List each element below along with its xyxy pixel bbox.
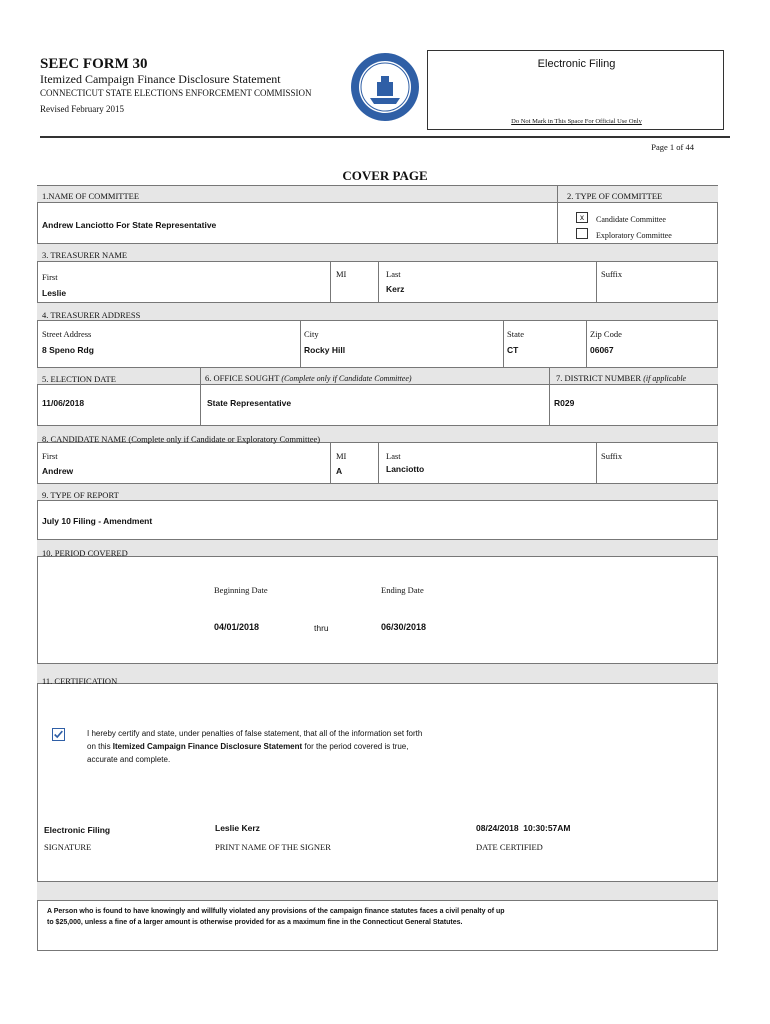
exploratory-committee-label: Exploratory Committee — [596, 231, 672, 240]
candidate-last-label: Last — [386, 451, 401, 461]
zip-value: 06067 — [590, 345, 614, 355]
treasurer-address-label: 4. TREASURER ADDRESS — [42, 310, 141, 320]
page-indicator: Page 1 of 44 — [651, 142, 694, 152]
ending-date-label: Ending Date — [381, 585, 424, 595]
revised-date: Revised February 2015 — [40, 104, 124, 114]
blank-band — [37, 881, 718, 901]
city-value: Rocky Hill — [304, 345, 346, 355]
treasurer-suffix-label: Suffix — [601, 269, 623, 279]
exploratory-committee-checkbox[interactable] — [576, 228, 588, 239]
section-11-band — [37, 663, 718, 684]
filing-box-title: Electronic Filing — [537, 58, 616, 70]
agency-name: CONNECTICUT STATE ELECTIONS ENFORCEMENT COMMISSION — [40, 88, 312, 98]
signature-label: SIGNATURE — [44, 842, 92, 852]
candidate-committee-label: Candidate Committee — [596, 215, 666, 224]
certification-line-3: accurate and complete. — [87, 755, 171, 764]
street-label: Street Address — [42, 329, 92, 339]
street-value: 8 Speno Rdg — [42, 345, 94, 355]
date-certified-label: DATE CERTIFIED — [476, 842, 543, 852]
committee-name-value: Andrew Lanciotto For State Representative — [42, 220, 217, 230]
penalty-line-2: to $25,000, unless a fine of a larger amount is otherwise provided for as a maximum fine in the Connecticut General Statutes. — [47, 919, 463, 926]
certification-label: 11. CERTIFICATION — [42, 676, 118, 686]
thru-text: thru — [314, 623, 329, 633]
section-10-band — [37, 539, 718, 557]
city-label: City — [304, 329, 319, 339]
committee-type-label: 2. TYPE OF COMMITTEE — [567, 191, 663, 201]
candidate-first-value: Andrew — [42, 466, 74, 476]
date-certified-value: 08/24/2018 10:30:57AM — [476, 823, 571, 833]
candidate-last-value: Lanciotto — [386, 464, 425, 474]
form-subtitle: Itemized Campaign Finance Disclosure Statement — [40, 72, 281, 86]
treasurer-last-value: Kerz — [386, 284, 405, 294]
state-label: State — [507, 329, 524, 339]
beginning-date-value: 04/01/2018 — [214, 622, 260, 632]
candidate-suffix-label: Suffix — [601, 451, 623, 461]
treasurer-last-label: Last — [386, 269, 401, 279]
treasurer-name-label: 3. TREASURER NAME — [42, 250, 128, 260]
signer-name-label: PRINT NAME OF THE SIGNER — [215, 842, 331, 852]
state-value: CT — [507, 345, 519, 355]
committee-name-label: 1.NAME OF COMMITTEE — [42, 191, 140, 201]
office-sought-label: 6. OFFICE SOUGHT (Complete only if Candidate Committee) — [205, 373, 412, 383]
section-9-band — [37, 483, 718, 501]
cover-page-title: COVER PAGE — [342, 168, 428, 183]
certify-checkbox[interactable] — [52, 728, 65, 741]
zip-label: Zip Code — [590, 329, 622, 339]
official-use-note: Do Not Mark in This Space For Official Use Only — [511, 118, 642, 125]
report-type-value: July 10 Filing - Amendment — [42, 516, 153, 526]
candidate-first-label: First — [42, 451, 58, 461]
penalty-line-1: A Person who is found to have knowingly and willfully violated any provisions of the campaign finance statutes faces a civil penalty of up — [47, 908, 505, 915]
treasurer-first-label: First — [42, 272, 58, 282]
election-date-label: 5. ELECTION DATE — [42, 374, 116, 384]
state-seal-logo — [350, 52, 420, 122]
beginning-date-label: Beginning Date — [214, 585, 268, 595]
report-type-label: 9. TYPE OF REPORT — [42, 490, 119, 500]
ending-date-value: 06/30/2018 — [381, 622, 427, 632]
election-date-value: 11/06/2018 — [42, 398, 85, 408]
district-number-label: 7. DISTRICT NUMBER (if applicable — [556, 373, 687, 383]
district-number-value: R029 — [554, 398, 575, 408]
signature-value: Electronic Filing — [44, 825, 111, 835]
certification-line-2: on this Itemized Campaign Finance Disclosure Statement for the period covered is true, — [87, 742, 409, 751]
treasurer-first-value: Leslie — [42, 288, 67, 298]
candidate-name-label: 8. CANDIDATE NAME (Complete only if Candidate or Exploratory Committee) — [42, 434, 321, 444]
header-rule — [40, 136, 730, 138]
certification-line-1: I hereby certify and state, under penalties of false statement, that all of the information set forth — [87, 729, 423, 738]
candidate-mi-value: A — [336, 466, 343, 476]
office-sought-value: State Representative — [207, 398, 292, 408]
period-covered-label: 10. PERIOD COVERED — [42, 548, 128, 558]
section-3-band — [37, 243, 718, 262]
signer-name-value: Leslie Kerz — [215, 823, 260, 833]
treasurer-mi-label: MI — [336, 269, 347, 279]
candidate-mi-label: MI — [336, 451, 347, 461]
form-title: SEEC FORM 30 — [40, 56, 148, 72]
checkmark-icon — [53, 729, 64, 740]
electronic-filing-box — [427, 50, 724, 130]
candidate-committee-checkbox[interactable]: x — [576, 212, 588, 223]
